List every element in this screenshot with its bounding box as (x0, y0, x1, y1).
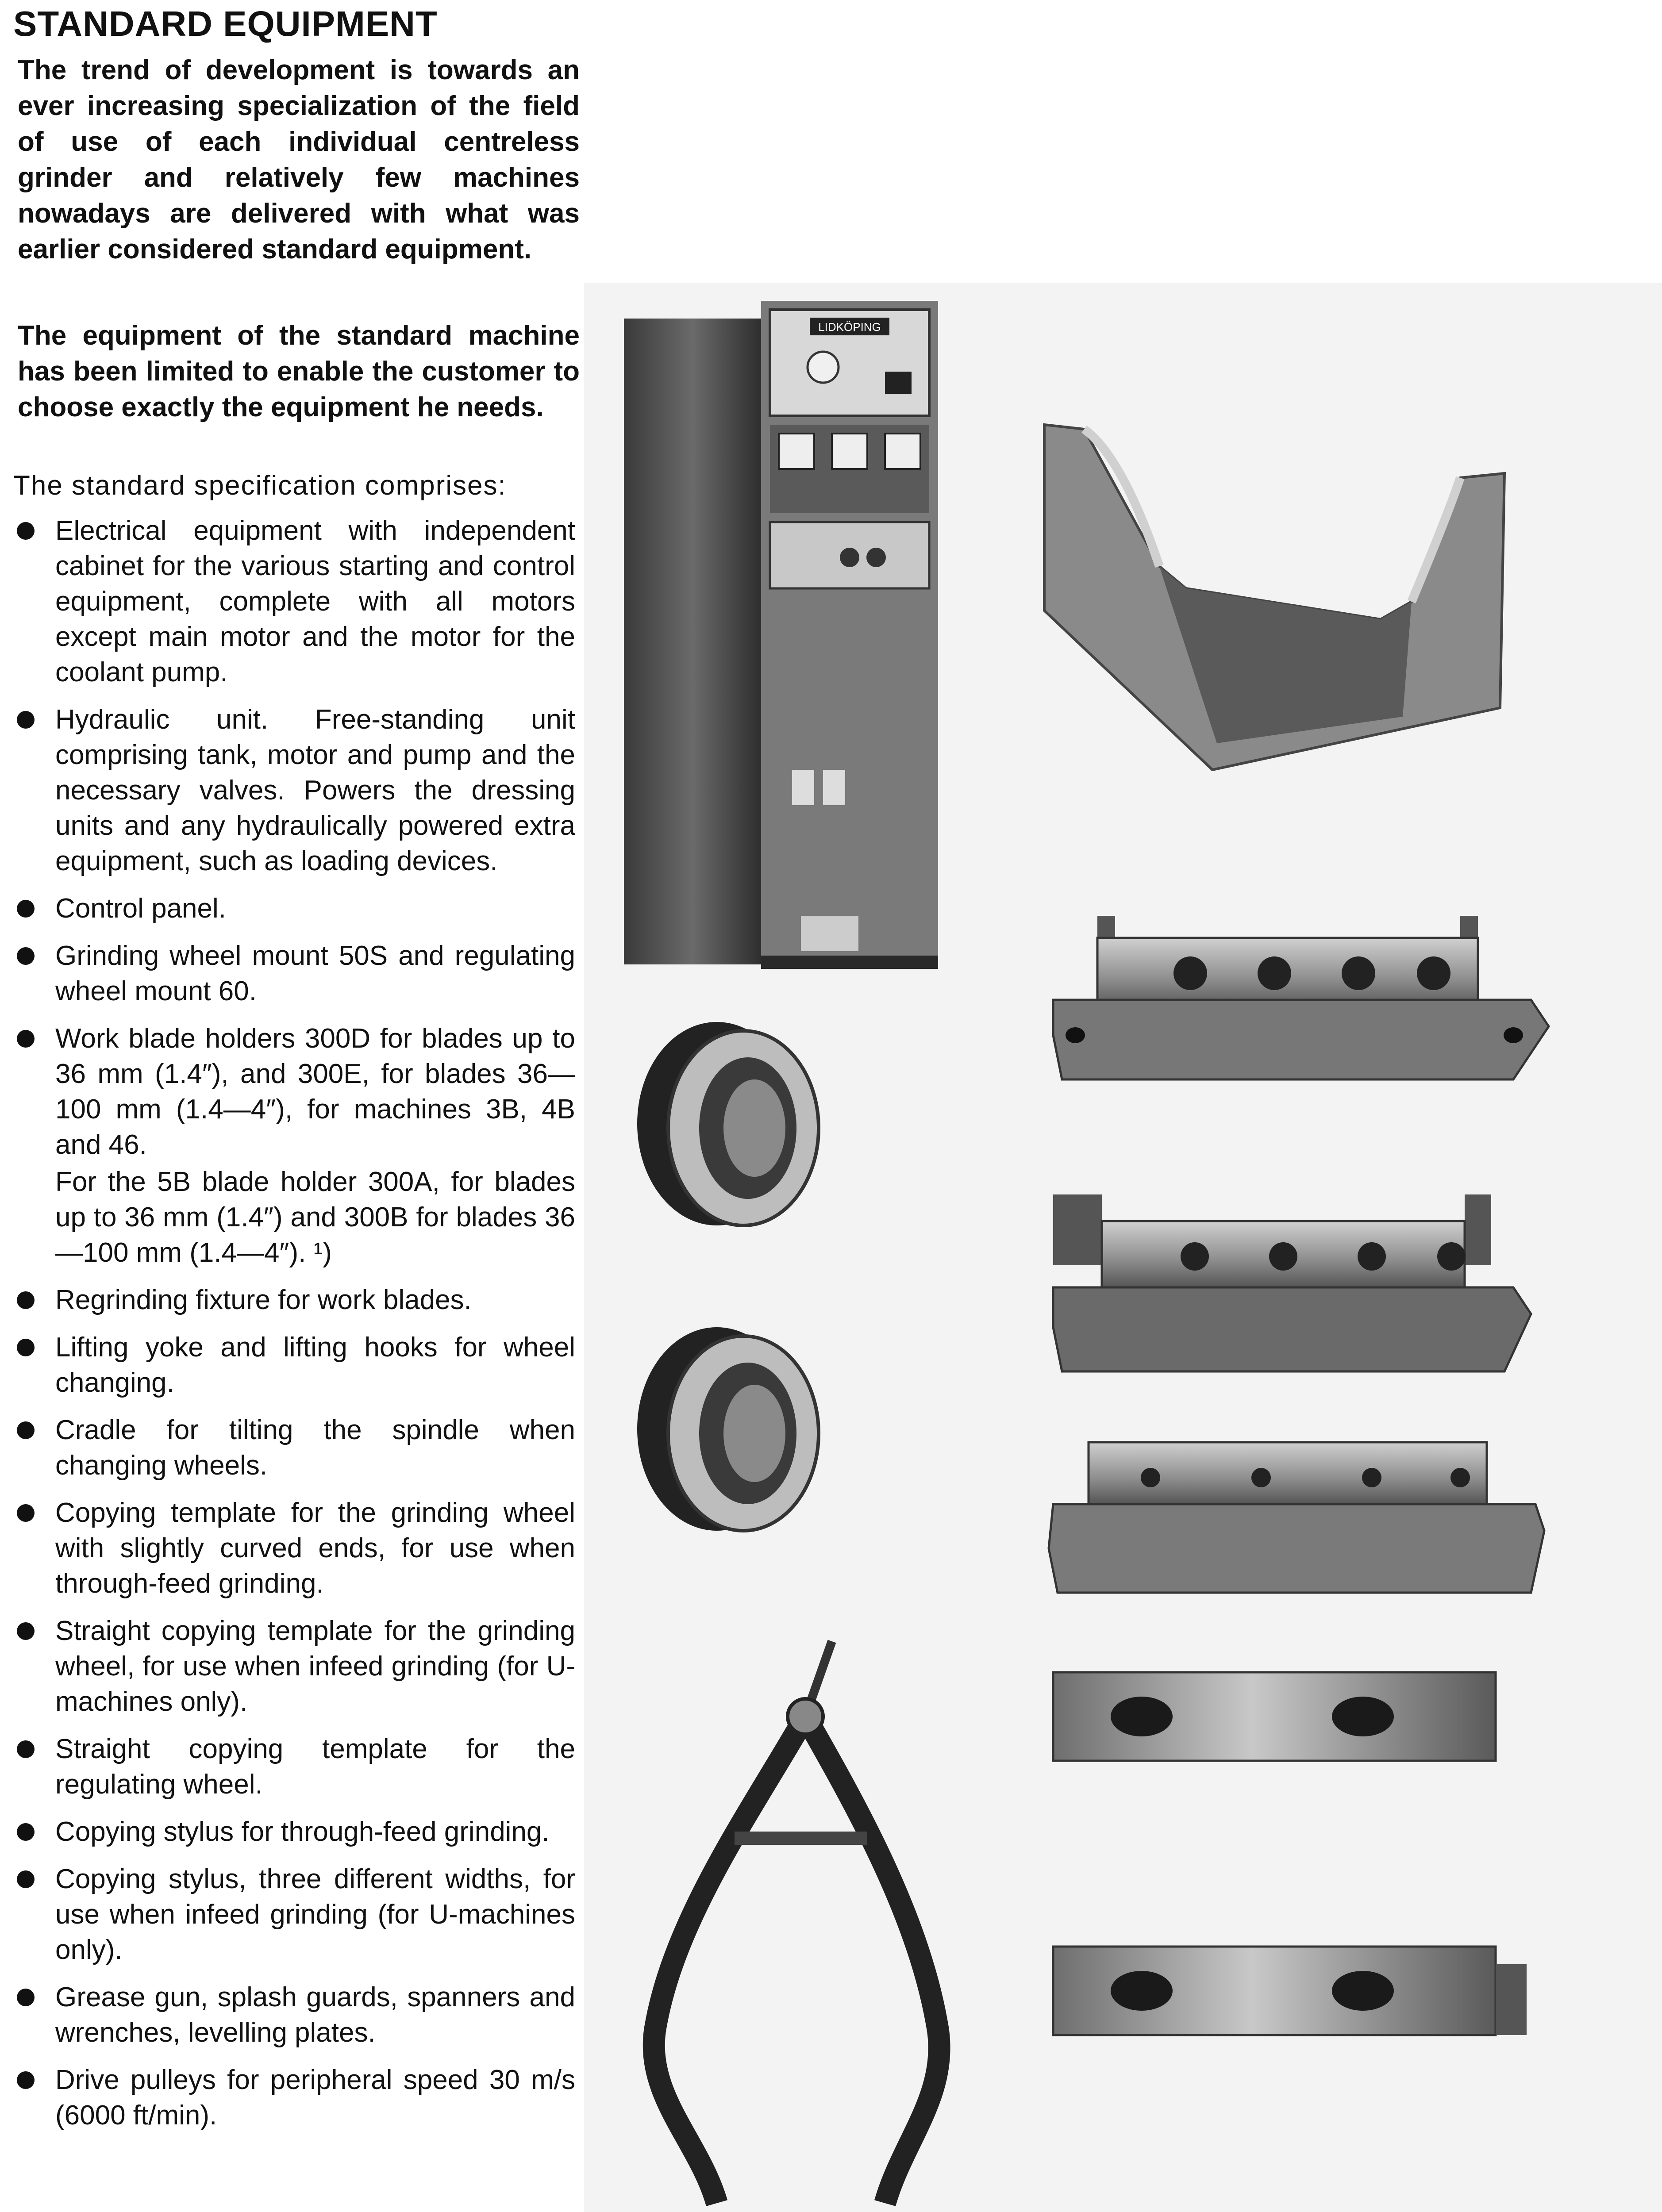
list-item-text: Electrical equipment with independent cabinet for the various starting and control equipment, complete with all motors except main motor and the motor for the coolant pump. (55, 515, 575, 687)
list-item-text: Cradle for tilting the spindle when changing wheels. (55, 1415, 575, 1481)
list-item-text: Grinding wheel mount 50S and regulating wheel mount 60. (55, 941, 575, 1006)
list-item-note: For the 5B blade holder 300A, for blades up to 36 mm (1.4″) and 300B for blades 36—100 mm (1.4—4″). ¹) (55, 1167, 575, 1268)
list-item-text: Copying template for the grinding wheel with slightly curved ends, for use when through-feed grinding. (55, 1498, 575, 1599)
copying-template-curved-image (1053, 1672, 1496, 1761)
list-item (13, 1330, 575, 1401)
list-item-text: Straight copying template for the regulating wheel. (55, 1734, 575, 1800)
bullet-icon (17, 1421, 35, 1439)
equipment-illustrations (584, 283, 1662, 2212)
work-blade-holder-300e-image (1053, 1194, 1531, 1371)
list-item-text: Grease gun, splash guards, spanners and wrenches, levelling plates. (55, 1982, 575, 2048)
list-item-text: Work blade holders 300D for blades up to 36 mm (1.4″), and 300E, for blades 36—100 mm (1.4—4″), for machines 3B, 4B and 46. (55, 1023, 575, 1160)
list-item (13, 1021, 575, 1271)
list-item (13, 702, 575, 879)
grinding-wheel-mount-image (637, 1022, 819, 1225)
list-item-text: Hydraulic unit. Free-standing unit comprising tank, motor and pump and the necessary valves. Powers the dressing units and any hydraulically powered extra equipment, such as loading devices. (55, 704, 575, 876)
bullet-icon (17, 711, 35, 729)
electrical-cabinet-image (624, 301, 938, 969)
list-item (13, 1980, 575, 2051)
intro-paragraph-2: The equipment of the standard machine has been limited to enable the customer to choose exactly the equipment he needs. (18, 320, 580, 422)
regulating-wheel-mount-image (637, 1327, 819, 1531)
bullet-icon (17, 1870, 35, 1888)
list-item (13, 1814, 575, 1850)
list-item-text: Drive pulleys for peripheral speed 30 m/s (6000 ft/min). (55, 2065, 575, 2131)
specification-lead: The standard specification comprises: (13, 470, 507, 501)
equipment-photographs (584, 283, 1662, 2212)
list-item (13, 1613, 575, 1720)
page-title: STANDARD EQUIPMENT (13, 4, 438, 43)
list-item-text: Straight copying template for the grinding wheel, for use when infeed grinding (for U-machines only). (55, 1616, 575, 1717)
bullet-icon (17, 522, 35, 540)
work-blade-holder-300a-image (1049, 1442, 1544, 1593)
bullet-icon (17, 1291, 35, 1309)
list-item-text: Lifting yoke and lifting hooks for wheel changing. (55, 1332, 575, 1398)
list-item (13, 938, 575, 1009)
lifting-hook-image (654, 1641, 939, 2203)
bullet-icon (17, 1030, 35, 1048)
bullet-icon (17, 1339, 35, 1356)
list-item (13, 2062, 575, 2133)
intro-paragraph-1: The trend of development is towards an ever increasing specialization of the field of use of each individual centreless grinder and relatively few machines nowadays are delivered with what was earlier considered standard equipment. (18, 55, 580, 265)
cabinet-nameplate: LIDKÖPING (818, 320, 881, 334)
list-item (13, 1732, 575, 1802)
list-item (13, 513, 575, 690)
list-item (13, 1495, 575, 1601)
list-item-text: Copying stylus, three different widths, for use when infeed grinding (for U-machines only). (55, 1864, 575, 1965)
list-item-text: Control panel. (55, 893, 227, 924)
list-item (13, 1413, 575, 1483)
cradle-image (1044, 425, 1504, 770)
bullet-icon (17, 1823, 35, 1841)
work-blade-holder-300d-image (1053, 916, 1549, 1079)
list-item (13, 1862, 575, 1968)
bullet-icon (17, 1504, 35, 1522)
list-item-text: Regrinding fixture for work blades. (55, 1285, 472, 1315)
bullet-icon (17, 947, 35, 965)
bullet-icon (17, 1989, 35, 2006)
list-item-text: Copying stylus for through-feed grinding. (55, 1816, 550, 1847)
bullet-icon (17, 900, 35, 918)
specification-list (13, 513, 575, 2145)
bullet-icon (17, 1622, 35, 1640)
bullet-icon (17, 1740, 35, 1758)
list-item (13, 1283, 575, 1318)
bullet-icon (17, 2071, 35, 2089)
list-item (13, 891, 575, 926)
copying-template-straight-image (1053, 1947, 1527, 2035)
